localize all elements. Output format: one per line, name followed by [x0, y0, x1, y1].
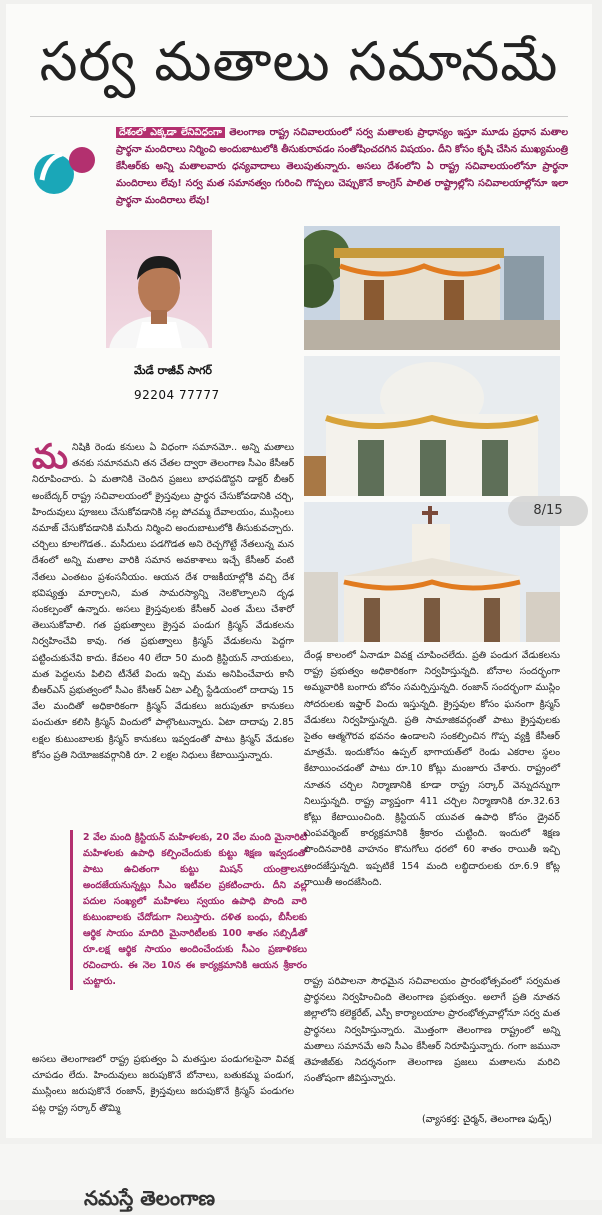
mosque-photo [304, 356, 560, 496]
lead-first-words: దేశంలో ఎక్కడా లేనివిధంగా [116, 127, 225, 138]
body-column-left [32, 437, 294, 764]
author-name: మేడే రాజీవ్ సాగర్ [134, 364, 212, 377]
body-column-left-bottom: అసలు తెలంగాణలో రాష్ట్ర ప్రభుత్వం ఏ మతస్తుల పండుగలపైనా వివక్ష చూపడం లేదు. హిందువులు జరుపుకొనే బోనాలు, బతుకమ్మ పండుగ, ముస్లింలు జరుపుకొనే రంజాన్, క్రైస్తవులు జరుపుకొనే క్రిస్మస్ పండుగల పట్ల రాష్ట్ర సర్కార్ తొమ్మి [32, 1054, 294, 1114]
page-indicator: 8/15 [508, 496, 588, 526]
temple-photo [304, 226, 560, 350]
byline: (వ్యాసకర్త: చైర్మన్, తెలంగాణ ఫుడ్స్) [422, 1114, 552, 1125]
drop-cap: మ [32, 437, 68, 477]
author-phone: 92204 77777 [134, 388, 220, 402]
highlight-box: 2 వేల మంది క్రిస్టియన్ మహిళలకు, 20 వేల మంది మైనారిటీ మహిళలకు ఉపాధి కల్పించేందుకు కుట్టు శిక్షణ ఇవ్వడంతో పాటు ఉచితంగా కుట్టు మిషన్ యంత్రాలను అందజేయనున్నట్లు సీఎం ఇటీవల ప్రకటించారు. దీని వల్ల పదుల సంఖ్యలో మహిళలు స్వయం ఉపాధి పొంది వారి కుటుంబాలకు చేదోడుగా నిలుస్తారు. దళిత బంధు, బీసీలకు ఆర్థిక సాయం మాదిరి మైనారిటీలకు 100 శాతం సబ్సిడీతో రూ.లక్ష ఆర్థిక సాయం అందించేందుకు సీఎం ప్రణాళికలు రచించారు. ఈ నెల 10న ఈ కార్యక్రమానికి ఆయన శ్రీకారం చుట్టారు. [70, 830, 307, 990]
next-page-masthead: నమస్తే తెలంగాణ [84, 1186, 216, 1210]
body-column-right-bottom: రాష్ట్ర పరిపాలనా సౌధమైన సచివాలయం ప్రారంభోత్సవంలో సర్వమత ప్రార్థనలు నిర్వహించింది తెలంగాణ ప్రభుత్వం. అలాగే ప్రతి నూతన జిల్లాలోని కలెక్టరేట్, ఎస్పీ కార్యాలయాల ప్రారంభోత్సవాల్లోనూ సర్వ మత ప్రార్థనలు నిర్వహిస్తున్నారు. మొత్తంగా తెలంగాణ రాష్ట్రంలో అన్ని మతాలు సమానమే అని సీఎం కేసీఆర్ నిరూపిస్తున్నారు. గంగా జమునా తెహజీబ్‌కు నిదర్శనంగా తెలంగాణ ప్రజలు మతాలను మరిచి సంతోషంగా జీవిస్తున్నారు. [304, 976, 560, 1085]
author-photo [106, 230, 212, 348]
body-left-text: నిషికి రెండు కనులు ఏ విధంగా సమానమో.. అన్ని మతాలు తనకు సమానమని తన చేతల ద్వారా తెలంగాణ సీఎం కేసీఆర్ నిరూపించారు. ఏ మతానికి చెందిన ప్రజలు బాధపడొద్దని డాక్టర్ బీఆర్ అంబేద్కర్ రాష్ట్ర సచివాలయంలో క్రైస్తవులు ప్రార్థన చేసుకోవడానికి చర్చి, హిందువులు పూజలు చేసుకోవడానికి నల్ల పోచమ్మ దేవాలయం, ముస్లింలు నమాజ్ చేసుకోవడానికి మసీదు నిర్మించి అందుబాటులోకి తీసుకువచ్చారు. చర్చిలు కూలగొడత.. మసీదులు పడగొడత అని రెచ్చగొట్టే నేతలున్న మన దేశంలో అన్ని మతాల వారికి సమాన అవకాశాలు ఇచ్చే కేసీఆర్ వంటి నేతలు ఎంతటం ప్రశంసనీయం. ఆయన దేశ రాజకీయాల్లోకి వచ్చి దేశ భవిష్యత్తు మార్చాలని, మత సామరస్యాన్ని నెలకొల్పాలని దృఢ సంకల్పంతో ఉన్నారు. అసలు క్రైస్తవులకు కేసీఆర్ ఎంత మేలు చేశారో తెలుసుకోవాలి. గత ప్రభుత్వాలు క్రైస్తవ పండుగ క్రిస్మస్ వేడుకలను నిర్వహించేవి కావు. గత ప్రభుత్వాలు క్రిస్మస్ వేడుకలను పెద్దగా పట్టించుకునేవి కాదు. కేవలం 40 లేదా 50 మంది క్రిస్టియన్ నాయకులు, మత పెద్దలను పిలిచి టీనేటే విందు ఇచ్చి మమ అనిపించేవారు కానీ బీఆర్ఎస్ ప్రభుత్వంలో సీఎం కేసీఆర్ ఏటా ఎల్బీ స్టేడియంలో దాదాపు 15 వేల మందితో అధికారికంగా క్రిస్మస్ వేడుకలు జరుపుతూ కానుకలు పంచుతూ కలిసి క్రిస్మస్ విందులో పాల్గొంటున్నారు. ఏటా దాదాపు 2.85 లక్షల కుటుంబాలకు క్రిస్మస్ కానుకలు ఇవ్వడంతో పాటు క్రిస్మస్ వేడుకల కోసం ప్రతి నియోజకవర్గానికి రూ. 2 లక్షల నిధులు కేటాయిస్తున్నారు. [32, 442, 294, 761]
divider [30, 116, 568, 117]
lead-text: తెలంగాణ రాష్ట్ర సచివాలయంలో సర్వ మతాలకు ప్రాధాన్యం ఇస్తూ మూడు ప్రధాన మతాల ప్రార్థనా మందిరాలు నిర్మించి అందుబాటులోకి తీసుకురావడం సంతోషించదగిన విషయం. దీని కోసం కృషి చేసిన ముఖ్యమంత్రి కేసీఆర్‌కు అన్ని మతాలవారు ధన్యవాదాలు తెలుపుతున్నారు. అసలు దేశంలోని ఏ రాష్ట్ర సచివాలయంలోనూ ప్రార్థనా మందిరాలు లేవు! సర్వ మత సమానత్వం గురించి గొప్పలు చెప్పుకొనే కాంగ్రెస్ పాలిత రాష్ట్రాల్లోని సచివాలయాల్లోనూ ఇలా ప్రార్థనా మందిరాలు లేవు! [116, 127, 568, 206]
quote-icon [32, 140, 100, 202]
newspaper-page [6, 4, 592, 1138]
body-column-right: దేండ్ల కాలంలో ఏనాడూ వివక్ష చూపించలేదు. ప్రతి పండుగ వేడుకలను రాష్ట్ర ప్రభుత్వం అధికారికంగా నిర్వహిస్తున్నది. బోనాల సందర్భంగా అమ్మవారికి బంగారు బోనం సమర్పిస్తున్నది. రంజాన్ సందర్భంగా ముస్లిం సోదరులకు ఇఫ్తార్ విందు ఇస్తున్నది. క్రైస్తవుల కోసం ఘనంగా క్రిస్మస్ వేడుకలు నిర్వహిస్తున్నది. ప్రతి సామాజికవర్గంతో పాటు క్రైస్తవులకు సైతం ఆత్మగౌరవ భవనం ఉండాలని సంకల్పించిన గొప్ప వ్యక్తి కేసీఆర్ మాత్రమే. ఇందుకోసం ఉప్పల్ భాగాయత్‌లో రెండు ఎకరాల స్థలం కేటాయించడంతో పాటు రూ.10 కోట్లు మంజూరు చేశారు. రాష్ట్రంలో నూతన చర్చిల నిర్మాణానికి కూడా రాష్ట్ర సర్కార్ వెన్నుదన్నుగా నిలుస్తున్నది. రాష్ట్ర వ్యాప్తంగా 411 చర్చిల నిర్మాణానికి రూ.32.63 కోట్లు కేటాయించింది. క్రిస్టియన్ యువత ఉపాధి కోసం డ్రైవర్ ఎంపవర్మెంట్ కార్యక్రమానికి శ్రీకారం చుట్టింది. ఇందులో శిక్షణ పొందినవారికి వాహనం కొనుగోలు ధరలో 60 శాతం రాయితీ ఇచ్చి అందజేస్తున్నది. ఇప్పటికే 154 మంది లబ్ధిదారులకు రూ.6.9 కోట్ల రాయితీ అందజేసింది. [304, 650, 560, 888]
lead-paragraph [116, 124, 568, 209]
headline: సర్వ మతాలు సమానమే [39, 30, 559, 93]
